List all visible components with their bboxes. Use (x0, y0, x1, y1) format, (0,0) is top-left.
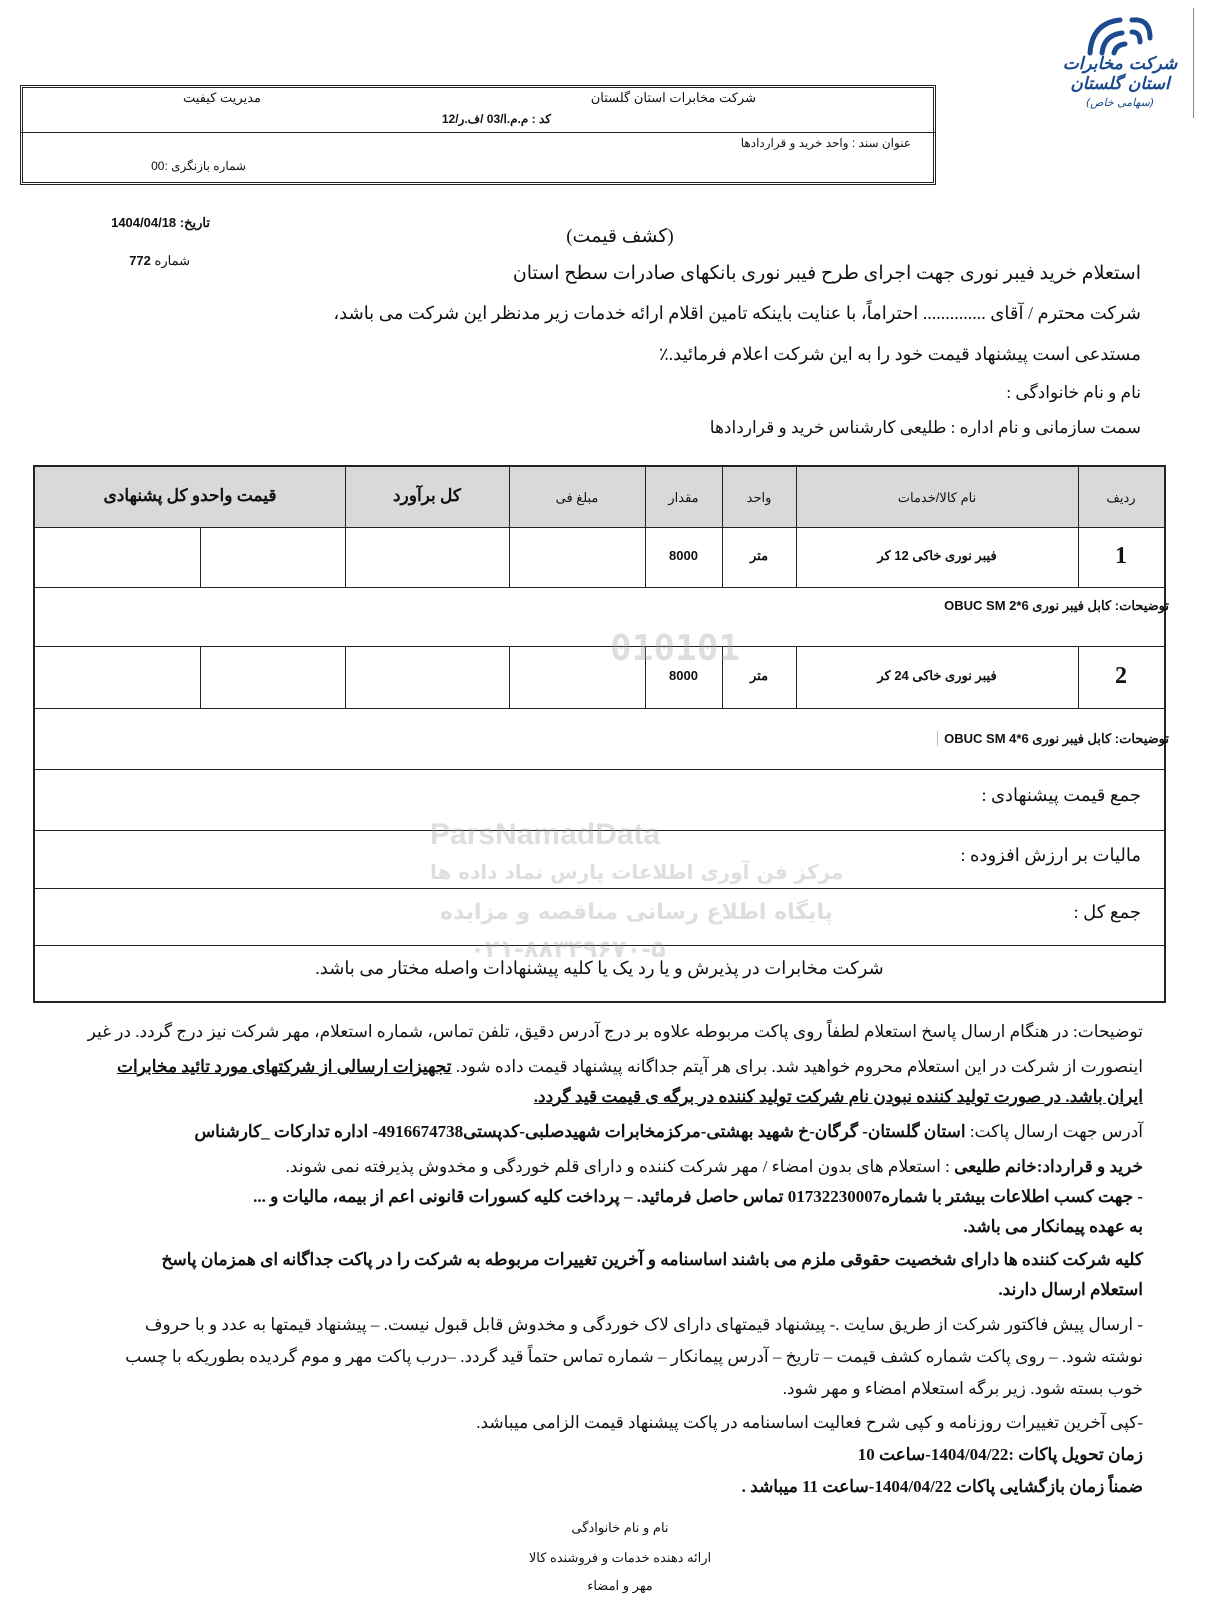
notes-p2a: اینصورت از شرکت در این استعلام محروم خواهید شد. برای هر آیتم جداگانه پیشنهاد قیمت داده شود. (455, 1057, 1143, 1076)
table-vline (345, 646, 346, 708)
notes-p2 (3, 1050, 1143, 1084)
table-vline (345, 467, 346, 587)
address-note: : استعلام های بدون امضاء / مهر شرکت کننده و دارای قلم خوردگی و مخدوش پذیرفته نمی شوند. (285, 1157, 950, 1176)
table-line (35, 646, 1164, 647)
date-row (90, 215, 210, 231)
table-vline (722, 467, 723, 587)
address-value: استان گلستان- گرگان-خ شهید بهشتی-مرکزمخابرات شهیدصلبی-کدپستی4916674738- اداره تدارکات _کارشناس (194, 1122, 966, 1141)
th-offer: قیمت واحدو کل پشنهادی (103, 486, 277, 505)
signature-seal: مهر و امضاء (587, 1578, 653, 1593)
row2-desc (937, 731, 1169, 747)
table-line (35, 587, 1164, 588)
notes-contact-2: به عهده پیمانکار می باشد. (963, 1217, 1143, 1236)
row1-desc (944, 598, 1169, 614)
header-revision: شماره بازنگری :00 (151, 159, 246, 173)
row2-name: فیبر نوری خاکی 24 کر (877, 668, 997, 683)
date-value: 1404/04/18 (111, 215, 177, 230)
address-contact: خرید و قرارداد:خانم طلیعی (954, 1157, 1143, 1176)
vat-label: مالیات بر ارزش افزوده : (960, 845, 1141, 865)
notes-invoice-3: خوب بسته شود. زیر برگه استعلام امضاء و مهر شود. (782, 1379, 1143, 1398)
header-department: مدیریت کیفیت (183, 90, 261, 105)
number-row (110, 253, 190, 269)
page-title: (کشف قیمت) (566, 226, 674, 247)
notes-invoice-1: - ارسال پیش فاکتور شرکت از طریق سایت .- پیشنهاد قیمتهای دارای لاک خوردگی و مخدوش قابل قبول نیست. – پیشنهاد قیمتها به عدد و با حروف (144, 1315, 1143, 1334)
table-vline (509, 646, 510, 708)
watermark-line2: پایگاه اطلاع رسانی مناقصه و مزایده (440, 900, 833, 925)
logo-subtitle: (سهامی خاص) (1085, 96, 1155, 109)
row1-num: 1 (1115, 543, 1127, 569)
row1-desc-label: توضیحات: (1114, 598, 1169, 613)
row1-desc-value: کابل فیبر نوری 6*2 OBUC SM (944, 598, 1112, 613)
disclaimer: شرکت مخابرات در پذیرش و یا رد یک یا کلیه پیشنهادات واصله مختار می باشد. (315, 958, 884, 978)
row1-qty: 8000 (669, 548, 698, 563)
watermark-name: ParsNamadData (430, 818, 661, 851)
table-vline (796, 467, 797, 587)
notes-contact: - جهت کسب اطلاعات بیشتر با شماره01732230007 تماس حاصل فرمائید. – پرداخت کلیه کسورات قانونی اعم از بیمه، مالیات و ... (253, 1187, 1143, 1206)
name-label: نام و نام خانوادگی : (1006, 383, 1141, 402)
table-vline (509, 467, 510, 587)
notes-copy: -کپی آخرین تغییرات روزنامه و کپی شرح فعالیت اساسنامه در پاکت پیشنهاد قیمت الزامی میباشد. (476, 1413, 1143, 1432)
th-unit-price: مبلغ فی (555, 490, 599, 505)
notes-legal-1: کلیه شرکت کننده ها دارای شخصیت حقوقی ملزم می باشند اساسنامه و آخرین تغییرات مربوطه به شرکت را در پاکت جداگانه ای همزمان پاسخ (161, 1250, 1143, 1269)
row2-unit: متر (749, 668, 769, 683)
table-line (35, 888, 1164, 889)
address-label: آدرس جهت ارسال پاکت: (969, 1122, 1143, 1141)
signature-role: ارائه دهنده خدمات و فروشنده کالا (528, 1550, 712, 1565)
header-code: کد : م.م.ا/03 /ف.ر/12 (441, 112, 551, 126)
notes-p3 (534, 1080, 1143, 1114)
row2-num: 2 (1115, 663, 1127, 689)
grand-total-label: جمع کل : (1073, 902, 1141, 922)
watermark-line1: مرکز فن آوری اطلاعات پارس نماد داده ها (430, 860, 844, 884)
watermark-phone: ۰۲۱-۸۸۳۴۹۶۷۰-۵ (470, 935, 666, 963)
row2-qty: 8000 (669, 668, 698, 683)
notes-p3-text: ایران باشد. در صورت تولید کننده نبودن نام شرکت تولید کننده در برگه ی قیمت قید گردد. (533, 1087, 1143, 1106)
total-offer-label: جمع قیمت پیشنهادی : (981, 785, 1141, 805)
intro-line-2: مستدعی است پیشنهاد قیمت خود را به این شرکت اعلام فرمائید.٪ (658, 344, 1141, 364)
notes-address (3, 1115, 1143, 1149)
position-line: سمت سازمانی و نام اداره : طلیعی کارشناس خرید و قراردادها (709, 418, 1141, 437)
row1-name: فیبر نوری خاکی 12 کر (877, 548, 997, 563)
notes-delivery: زمان تحویل پاکات :1404/04/22-ساعت 10 (857, 1445, 1143, 1464)
notes-address-2 (3, 1150, 1143, 1184)
table-vline (645, 467, 646, 587)
th-qty: مقدار (668, 490, 699, 505)
subject-line: استعلام خرید فیبر نوری جهت اجرای طرح فیبر نوری بانکهای صادرات سطح استان (512, 263, 1141, 284)
number-value: 772 (129, 253, 151, 268)
signature-name: نام و نام خانوادگی (571, 1520, 669, 1535)
intro-line-1: شرکت محترم / آقای .............. احتراماً، با عنایت باینکه تامین اقلام ارائه خدمات زیر مدنظر این شرکت می باشد، (333, 303, 1141, 323)
table-line (35, 527, 1164, 528)
notes-p2b: تجهیزات ارسالی از شرکتهای مورد تائید مخابرات (116, 1057, 452, 1076)
logo-divider (1193, 8, 1194, 118)
number-label: شماره (154, 253, 190, 268)
header-company: شرکت مخابرات استان گلستان (590, 90, 756, 105)
notes-invoice-2: نوشته شود. – روی پاکت شماره کشف قیمت – تاریخ – آدرس پیمانکار – شماره تماس حتماً قید گردد. –درب پاکت مهر و موم گردیده بطوریکه با چسب (125, 1347, 1143, 1366)
notes-legal-2: استعلام ارسال دارند. (998, 1280, 1143, 1299)
table-vline (200, 527, 201, 587)
notes-p1: توضیحات: در هنگام ارسال پاسخ استعلام لطفاً روی پاکت مربوطه علاوه بر درج آدرس دقیق، تلفن تماس، شماره استعلام، مهر شرکت نیز درج گردد. در غیر (87, 1022, 1143, 1041)
header-divider (20, 132, 936, 133)
date-label: تاریخ: (179, 215, 210, 230)
notes-opening: ضمناً زمان بازگشایی پاکات 1404/04/22-ساعت 11 میباشد . (741, 1477, 1143, 1496)
th-name: نام کالا/خدمات (897, 490, 977, 505)
header-doc-title: عنوان سند : واحد خرید و قراردادها (740, 136, 911, 150)
row2-desc-label: توضیحات: (1114, 731, 1169, 746)
row2-desc-value: کابل فیبر نوری 6*4 OBUC SM (937, 731, 1111, 746)
th-estimate: کل برآورد (392, 486, 462, 505)
logo-company-name: شرکت مخابرات استان گلستان (1062, 54, 1178, 94)
table-line (35, 708, 1164, 709)
th-unit: واحد (746, 490, 772, 505)
th-row: ردیف (1106, 490, 1136, 505)
table-vline (200, 646, 201, 708)
watermark-digits: 010101 (610, 628, 741, 669)
table-line (35, 769, 1164, 770)
row1-unit: متر (749, 548, 769, 563)
